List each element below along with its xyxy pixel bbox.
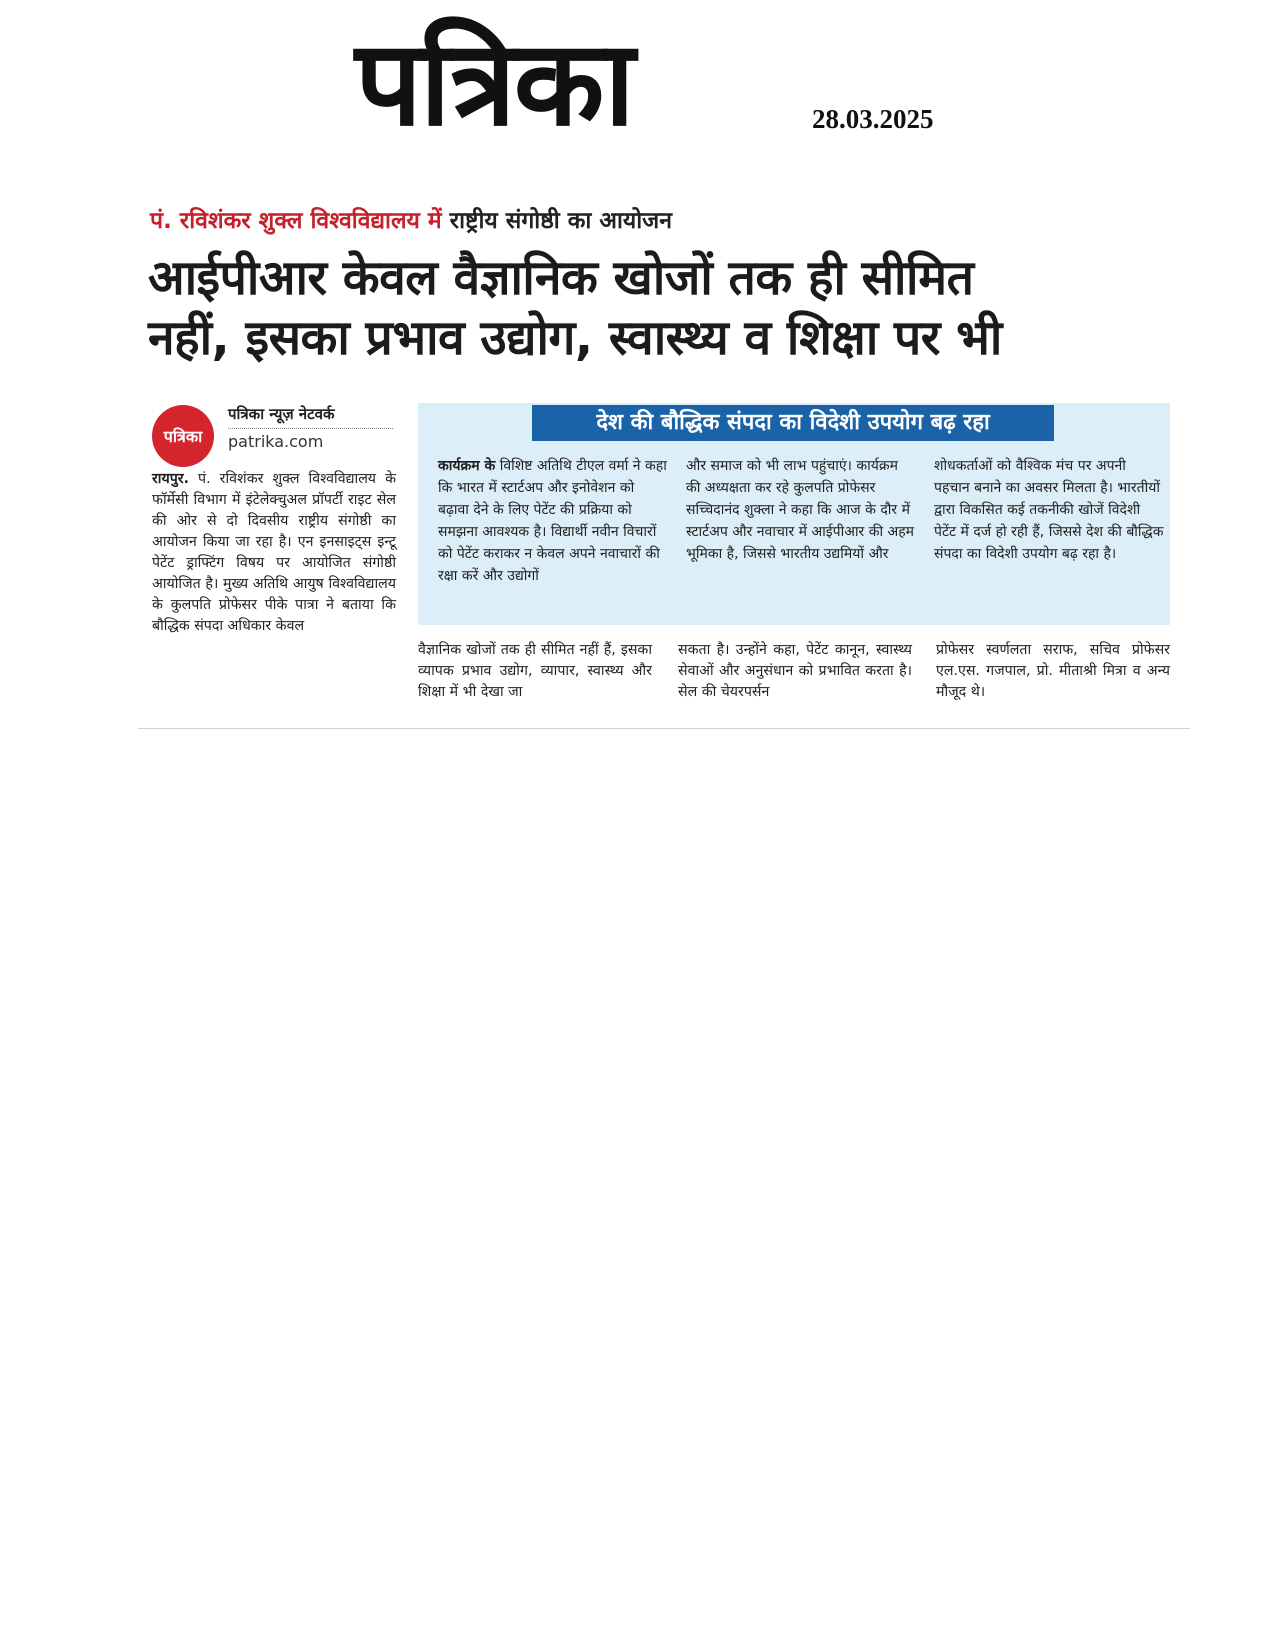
- box-column-1: [438, 455, 668, 587]
- box-column-1-lead: कार्यक्रम के: [438, 458, 496, 474]
- article-kicker: [150, 203, 672, 235]
- box-column-1-body: विशिष्ट अतिथि टीएल वर्मा ने कहा कि भारत में स्टार्टअप और इनोवेशन को बढ़ावा देने के लिए पेटेंट की प्रक्रिया को समझना आवश्यक है। विद्यार्थी नवीन विचारों को पेटेंट कराकर न केवल अपने नवाचारों की रक्षा करें और उद्योगों: [438, 458, 667, 584]
- lower-column-1: वैज्ञानिक खोजों तक ही सीमित नहीं हैं, इसका व्यापक प्रभाव उद्योग, व्यापार, स्वास्थ्य और शिक्षा में भी देखा जा: [418, 642, 652, 700]
- masthead-title: पत्रिका: [355, 13, 633, 152]
- highlight-box-title: देश की बौद्धिक संपदा का विदेशी उपयोग बढ़ रहा: [532, 405, 1054, 441]
- lower-column-2: सकता है। उन्होंने कहा, पेटेंट कानून, स्वास्थ्य सेवाओं और अनुसंधान को प्रभावित करता है। सेल की चेयरपर्सन: [678, 642, 912, 700]
- kicker-dark-text: राष्ट्रीय संगोष्ठी का आयोजन: [449, 208, 672, 234]
- byline-name: पत्रिका न्यूज़ नेटवर्क: [228, 404, 393, 429]
- dateline: रायपुर.: [152, 471, 189, 487]
- byline-website: patrika.com: [228, 432, 324, 451]
- box-column-3: शोधकर्ताओं को वैश्विक मंच पर अपनी पहचान बनाने का अवसर मिलता है। भारतीयों द्वारा विकसित कई तकनीकी खोजें विदेशी पेटेंट में दर्ज हो रही हैं, जिससे देश की बौद्धिक संपदा का विदेशी उपयोग बढ़ रहा है।: [934, 458, 1164, 562]
- kicker-red-text: पं. रविशंकर शुक्ल विश्वविद्यालय में: [150, 208, 442, 234]
- headline-line-1: आईपीआर केवल वैज्ञानिक खोजों तक ही सीमित: [148, 250, 974, 306]
- article-bottom-rule: [138, 728, 1190, 729]
- article-headline: [148, 248, 1168, 368]
- publication-date: 28.03.2025: [812, 104, 934, 134]
- headline-line-2: नहीं, इसका प्रभाव उद्योग, स्वास्थ्य व शिक्षा पर भी: [148, 310, 1002, 366]
- left-column-body: पं. रविशंकर शुक्ल विश्वविद्यालय के फॉर्मेसी विभाग में इंटेलेक्चुअल प्रॉपर्टी राइट सेल की ओर से दो दिवसीय राष्ट्रीय संगोष्ठी का आयोजन किया जा रहा है। एन इनसाइट्स इन्टू पेटेंट ड्राफ्टिंग विषय पर आयोजित संगोष्ठी आयोजित है। मुख्य अतिथि आयुष विश्वविद्यालय के कुलपति प्रोफेसर पीके पात्रा ने बताया कि बौद्धिक संपदा अधिकार केवल: [152, 471, 397, 634]
- patrika-logo-icon: पत्रिका: [152, 405, 214, 467]
- lower-column-3: प्रोफेसर स्वर्णलता सराफ, सचिव प्रोफेसर एल.एस. गजपाल, प्रो. मीताश्री मित्रा व अन्य मौजूद थे।: [936, 642, 1170, 700]
- left-column-text: [152, 469, 396, 637]
- box-column-2: और समाज को भी लाभ पहुंचाएं। कार्यक्रम की अध्यक्षता कर रहे कुलपति प्रोफेसर सच्चिदानंद शुक्ला ने कहा कि आज के दौर में स्टार्टअप और नवाचार में आईपीआर की अहम भूमिका है, जिससे भारतीय उद्यमियों और: [686, 458, 915, 562]
